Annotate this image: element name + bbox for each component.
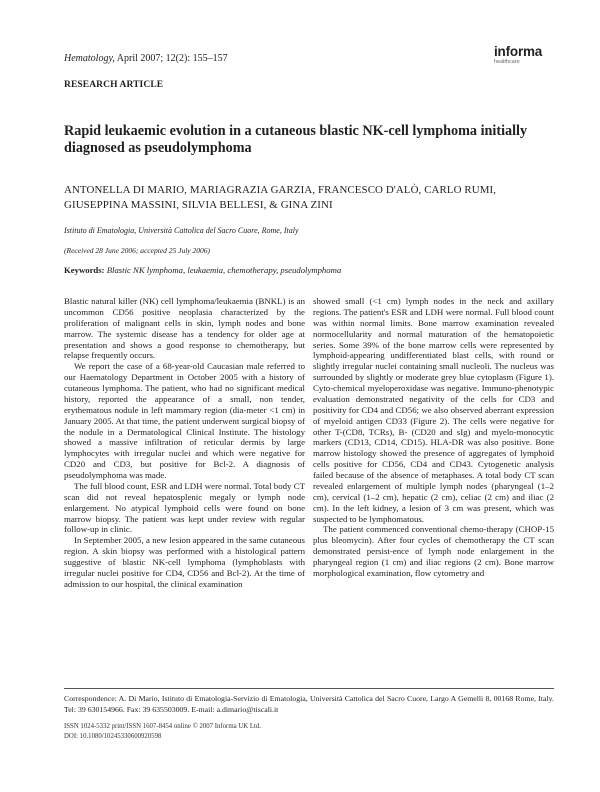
article-title: Rapid leukaemic evolution in a cutaneous blastic NK-cell lymphoma initially diagnosed as pseudolymphoma: [64, 123, 528, 156]
affiliation: Istituto di Ematologia, Università Cattolica del Sacro Cuore, Rome, Italy: [64, 226, 299, 235]
paragraph: In September 2005, a new lesion appeared in the same cutaneous region. A skin biopsy was performed with a histological pattern suggestive of blastic NK-cell lymphoma (lymphoblasts with irregular nuclei positive for CD4, CD56 and Bcl-2). At the time of admission to our hospital, the clinical examination: [64, 535, 305, 589]
correspondence-footnote: Correspondence: A. Di Mario, Istituto di Ematologia-Servizio di Ematologia, Università Cattolica del Sacro Cuore, Largo A Gemelli 8, 00168 Rome, Italy. Tel: 39 630154966. Fax: 39 635503009. E-mail: a.dimario@tiscali.it: [64, 694, 554, 714]
publisher-subtitle: healthcare: [494, 59, 520, 65]
publisher-logo: [494, 45, 554, 66]
keywords-label: Keywords:: [64, 265, 105, 275]
authors: [64, 183, 554, 213]
authors-line-1: ANTONELLA DI MARIO, MARIAGRAZIA GARZIA, FRANCESCO D'ALÒ, CARLO RUMI,: [64, 184, 497, 196]
received-dates: (Received 28 June 2006; accepted 25 July 2006): [64, 246, 210, 255]
doi-line: DOI: 10.1080/10245330600920598: [64, 733, 162, 740]
publisher-name: informa: [494, 44, 543, 59]
paragraph: The full blood count, ESR and LDH were normal. Total body CT scan did not reveal hepatosplenic megaly or lymph node enlargement. No atypical lymphoid cells were found on bone marrow biopsy. The patient was kept under review with regular follow-up in clinic.: [64, 480, 305, 535]
issn-doi-block: [64, 722, 464, 742]
keywords: [64, 265, 544, 275]
body-column-left: [64, 296, 305, 590]
footnote-divider: [64, 688, 554, 689]
article-type: RESEARCH ARTICLE: [64, 80, 164, 90]
keywords-text: Blastic NK lymphoma, leukaemia, chemotherapy, pseudolymphoma: [106, 265, 342, 275]
paragraph: The patient commenced conventional chemo-therapy (CHOP-15 plus bleomycin). After four cycles of chemotherapy the CT scan demonstrated persist-ence of lymph node enlargement in the pharyngeal region (1 cm) and iliac regions (2 cm). Bone marrow morphological examination, flow cytometry and: [313, 524, 554, 578]
journal-issue: April 2007; 12(2): 155–157: [116, 53, 228, 64]
body-column-right: [313, 296, 554, 579]
paragraph: Blastic natural killer (NK) cell lymphoma/leukaemia (BNKL) is an uncommon CD56 positive neoplasia characterized by the proliferation of malignant cells in skin, lymph nodes and bone marrow. The systemic disease has a tendency for older age at presentation and shows a good response to chemotherapy, but relapse frequently occurs.: [64, 296, 305, 361]
authors-line-2: GIUSEPPINA MASSINI, SILVIA BELLESI, & GINA ZINI: [64, 199, 333, 211]
paragraph: We report the case of a 68-year-old Caucasian male referred to our Haematology Department in October 2005 with a history of cutaneous lymphoma. The patient, who had no significant medical history, reported the appearance of a small, non tender, erythematous nodule in left mammary region (dia-meter <1 cm) in January 2005. At that time, the patient underwent surgical biopsy of the nodule in a Dermatological Clinical Institute. The histology showed a massive infiltration of reticular dermis by large lymphocytes with irregular nuclei and which were negative for CD20 and CD3, but positive for Bcl-2. A diagnosis of pseudolymphoma was made.: [64, 361, 305, 480]
journal-citation: [64, 53, 228, 64]
journal-name: Hematology,: [64, 53, 115, 64]
issn-line: ISSN 1024-5332 print/ISSN 1607-8454 online © 2007 Informa UK Ltd.: [64, 723, 261, 730]
paragraph: showed small (<1 cm) lymph nodes in the neck and axillary regions. The patient's ESR and LDH were normal. Full blood count was within normal limits. Bone marrow examination revealed normocellularity and normal maturation of the hematopoietic series. Some 39% of the bone marrow cells were represented by lymphoid-appearing undifferentiated blast cells, with round or slightly irregular nuclei containing small nucleoli. The nucleus was surrounded by slightly or moderate grey blue cytoplasm (Figure 1). Cyto-chemical myeloperoxidase was negative. Immuno-phenotypic evaluation demonstrated negativity of the cells for CD3 and positivity for CD4 and CD56; we also observed aberrant expression of myeloid antigen CD33 (Figure 2). The cells were negative for other T-(CD8, TCRs), B- (CD20 and sIg) and myelo-monocytic markers (CD13, CD14, CD15). HLA-DR was also positive. Bone marrow histology showed the presence of aggregates of lymphoid cells positive for CD56, CD4 and CD43. Cytogenetic analysis failed because of the absence of metaphases. A total body CT scan revealed enlargement of multiple lymph nodes (pharyngeal (1–2 cm), cervical (1–2 cm), hepatic (2 cm), celiac (2 cm) and iliac (2 cm). In the left kidney, a lesion of 3 cm was present, which was suspected to be lymphomatous.: [313, 296, 554, 524]
